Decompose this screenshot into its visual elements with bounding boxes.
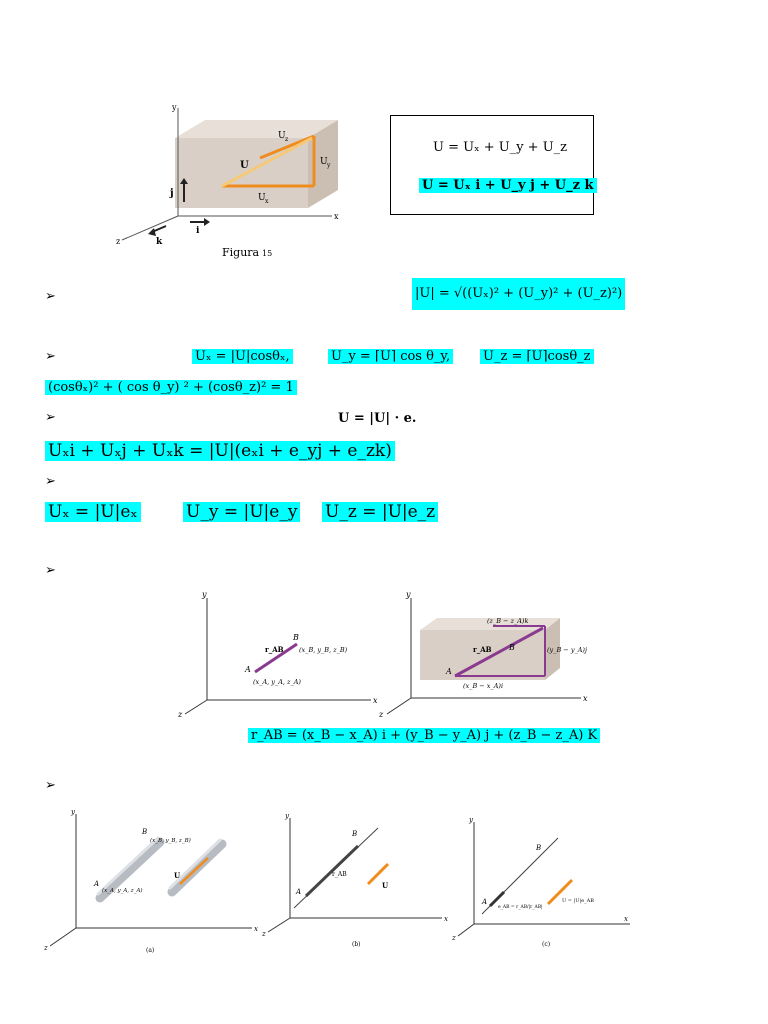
uz-unit-equation: U_z = |U|e_z — [322, 502, 438, 522]
c-ueab-label: U = |U|e_AB — [562, 898, 594, 904]
direction-cosine-identity: (cosθₓ)² + ( cos θ_y) ² + (cosθ_z)² = 1 — [45, 380, 297, 395]
k-label: k — [156, 237, 163, 247]
b-y-label: y — [285, 812, 289, 820]
figure-caption: Figura — [222, 246, 260, 259]
uy-unit-equation: U_y = |U|e_y — [183, 502, 300, 522]
left-coord-b: (x_B, y_B, z_B) — [299, 646, 348, 654]
x-label: x — [334, 212, 339, 221]
uy-label: U — [320, 157, 328, 167]
bullet-5: ➢ — [45, 563, 56, 578]
right-x-label: x — [583, 694, 588, 703]
z-axis — [122, 216, 178, 240]
uz-label: U — [278, 131, 286, 141]
b-z-axis — [268, 918, 290, 932]
a-b-label: B — [142, 828, 148, 836]
c-y-label: y — [469, 816, 473, 824]
uy-cosine-equation: U_y = ⌈U⌉ cos θ_y, — [328, 349, 453, 364]
b-a-label: A — [296, 888, 302, 896]
figure-unit-vector-sequence — [42, 808, 632, 958]
c-caption: (c) — [542, 941, 551, 948]
bullet-2: ➢ — [45, 349, 56, 364]
bullet-3: ➢ — [45, 410, 56, 425]
a-rod-right-highlight — [170, 840, 220, 888]
a-y-label: y — [71, 808, 75, 816]
expanded-unit-equation: Uₓi + Uₓj + Uₓk = |U|(eₓi + e_yj + e_zk) — [45, 441, 395, 461]
figure-caption-number: 15 — [262, 249, 273, 258]
bullet-1: ➢ — [45, 289, 56, 304]
right-z-diff-label: (z_B − z_A)k — [487, 617, 529, 625]
right-x-diff-label: (x_B − x_A)i — [463, 682, 504, 690]
b-rab-label: r_AB — [332, 871, 347, 878]
right-rab-label: r_AB — [473, 645, 492, 654]
bullet-6: ➢ — [45, 778, 56, 793]
magnitude-equation: |U| = √((Uₓ)² + (U_y)² + (U_z)²) — [412, 278, 625, 310]
c-x-label: x — [624, 915, 628, 923]
ux-sub: x — [265, 198, 269, 205]
bullet-4: ➢ — [45, 474, 56, 489]
b-b-label: B — [352, 830, 358, 838]
vector-sum-equation: U = Uₓ + U_y + U_z — [433, 140, 567, 155]
b-caption: (b) — [352, 941, 361, 948]
a-coord-a: (x_A, y_A, z_A) — [102, 888, 143, 894]
j-label: j — [170, 188, 174, 199]
b-z-label: z — [262, 930, 266, 938]
a-rod-left-highlight — [98, 838, 158, 894]
equation-box — [390, 115, 594, 215]
unit-vector-equation: U = |U| · e. — [338, 411, 417, 426]
left-y-label: y — [202, 590, 207, 599]
figure-15 — [110, 98, 350, 260]
a-caption: (a) — [146, 947, 155, 954]
b-u-label: U — [382, 881, 389, 890]
a-coord-b: (x_B, y_B, z_B) — [150, 838, 191, 844]
rab-equation: r_AB = (x_B − x_A) i + (y_B − y_A) j + (z_B − z_A) K — [248, 728, 600, 743]
right-y-diff-label: (y_B − y_A)j — [547, 646, 587, 654]
ux-cosine-equation: Uₓ = |U|cosθₓ, — [192, 349, 293, 364]
left-rab-label: r_AB — [265, 645, 284, 654]
uz-cosine-equation: U_z = ⌈U⌉cosθ_z — [480, 349, 594, 364]
i-label: i — [196, 226, 200, 236]
right-z-label: z — [379, 710, 384, 719]
left-coord-a: (x_A, y_A, z_A) — [253, 678, 301, 686]
ux-unit-equation: Uₓ = |U|eₓ — [45, 502, 141, 522]
left-x-label: x — [373, 696, 378, 705]
a-u-vector — [180, 858, 208, 884]
a-a-label: A — [94, 880, 100, 888]
a-z-axis — [50, 928, 76, 946]
c-b-label: B — [536, 844, 542, 852]
left-a-label: A — [245, 665, 251, 674]
a-x-label: x — [254, 925, 258, 933]
right-y-label: y — [406, 590, 411, 599]
b-x-label: x — [444, 915, 448, 923]
vector-component-equation: U = Uₓ i + U_y j + U_z k — [419, 178, 597, 193]
i-arrowhead — [204, 218, 210, 226]
a-u-label: U — [174, 871, 181, 880]
left-z-axis — [185, 700, 207, 714]
left-b-label: B — [293, 633, 299, 642]
right-z-axis — [387, 698, 411, 714]
c-z-label: z — [452, 934, 456, 942]
uz-sub: z — [285, 136, 289, 143]
a-z-label: z — [44, 944, 48, 952]
c-a-label: A — [482, 898, 488, 906]
ux-label: U — [258, 193, 266, 203]
y-label: y — [172, 103, 177, 112]
uy-sub: y — [327, 162, 331, 169]
z-label: z — [116, 237, 121, 246]
c-z-axis — [458, 924, 474, 936]
c-eab-label: e_AB = r_AB/|r_AB| — [498, 905, 543, 910]
right-a-label: A — [446, 667, 452, 676]
right-b-label: B — [509, 643, 515, 652]
left-z-label: z — [178, 710, 183, 719]
k-arrowhead — [148, 228, 156, 236]
u-label: U — [240, 160, 249, 171]
box-front-face — [175, 138, 308, 208]
c-eab-vector — [490, 892, 504, 906]
figure-position-vector — [175, 588, 595, 720]
